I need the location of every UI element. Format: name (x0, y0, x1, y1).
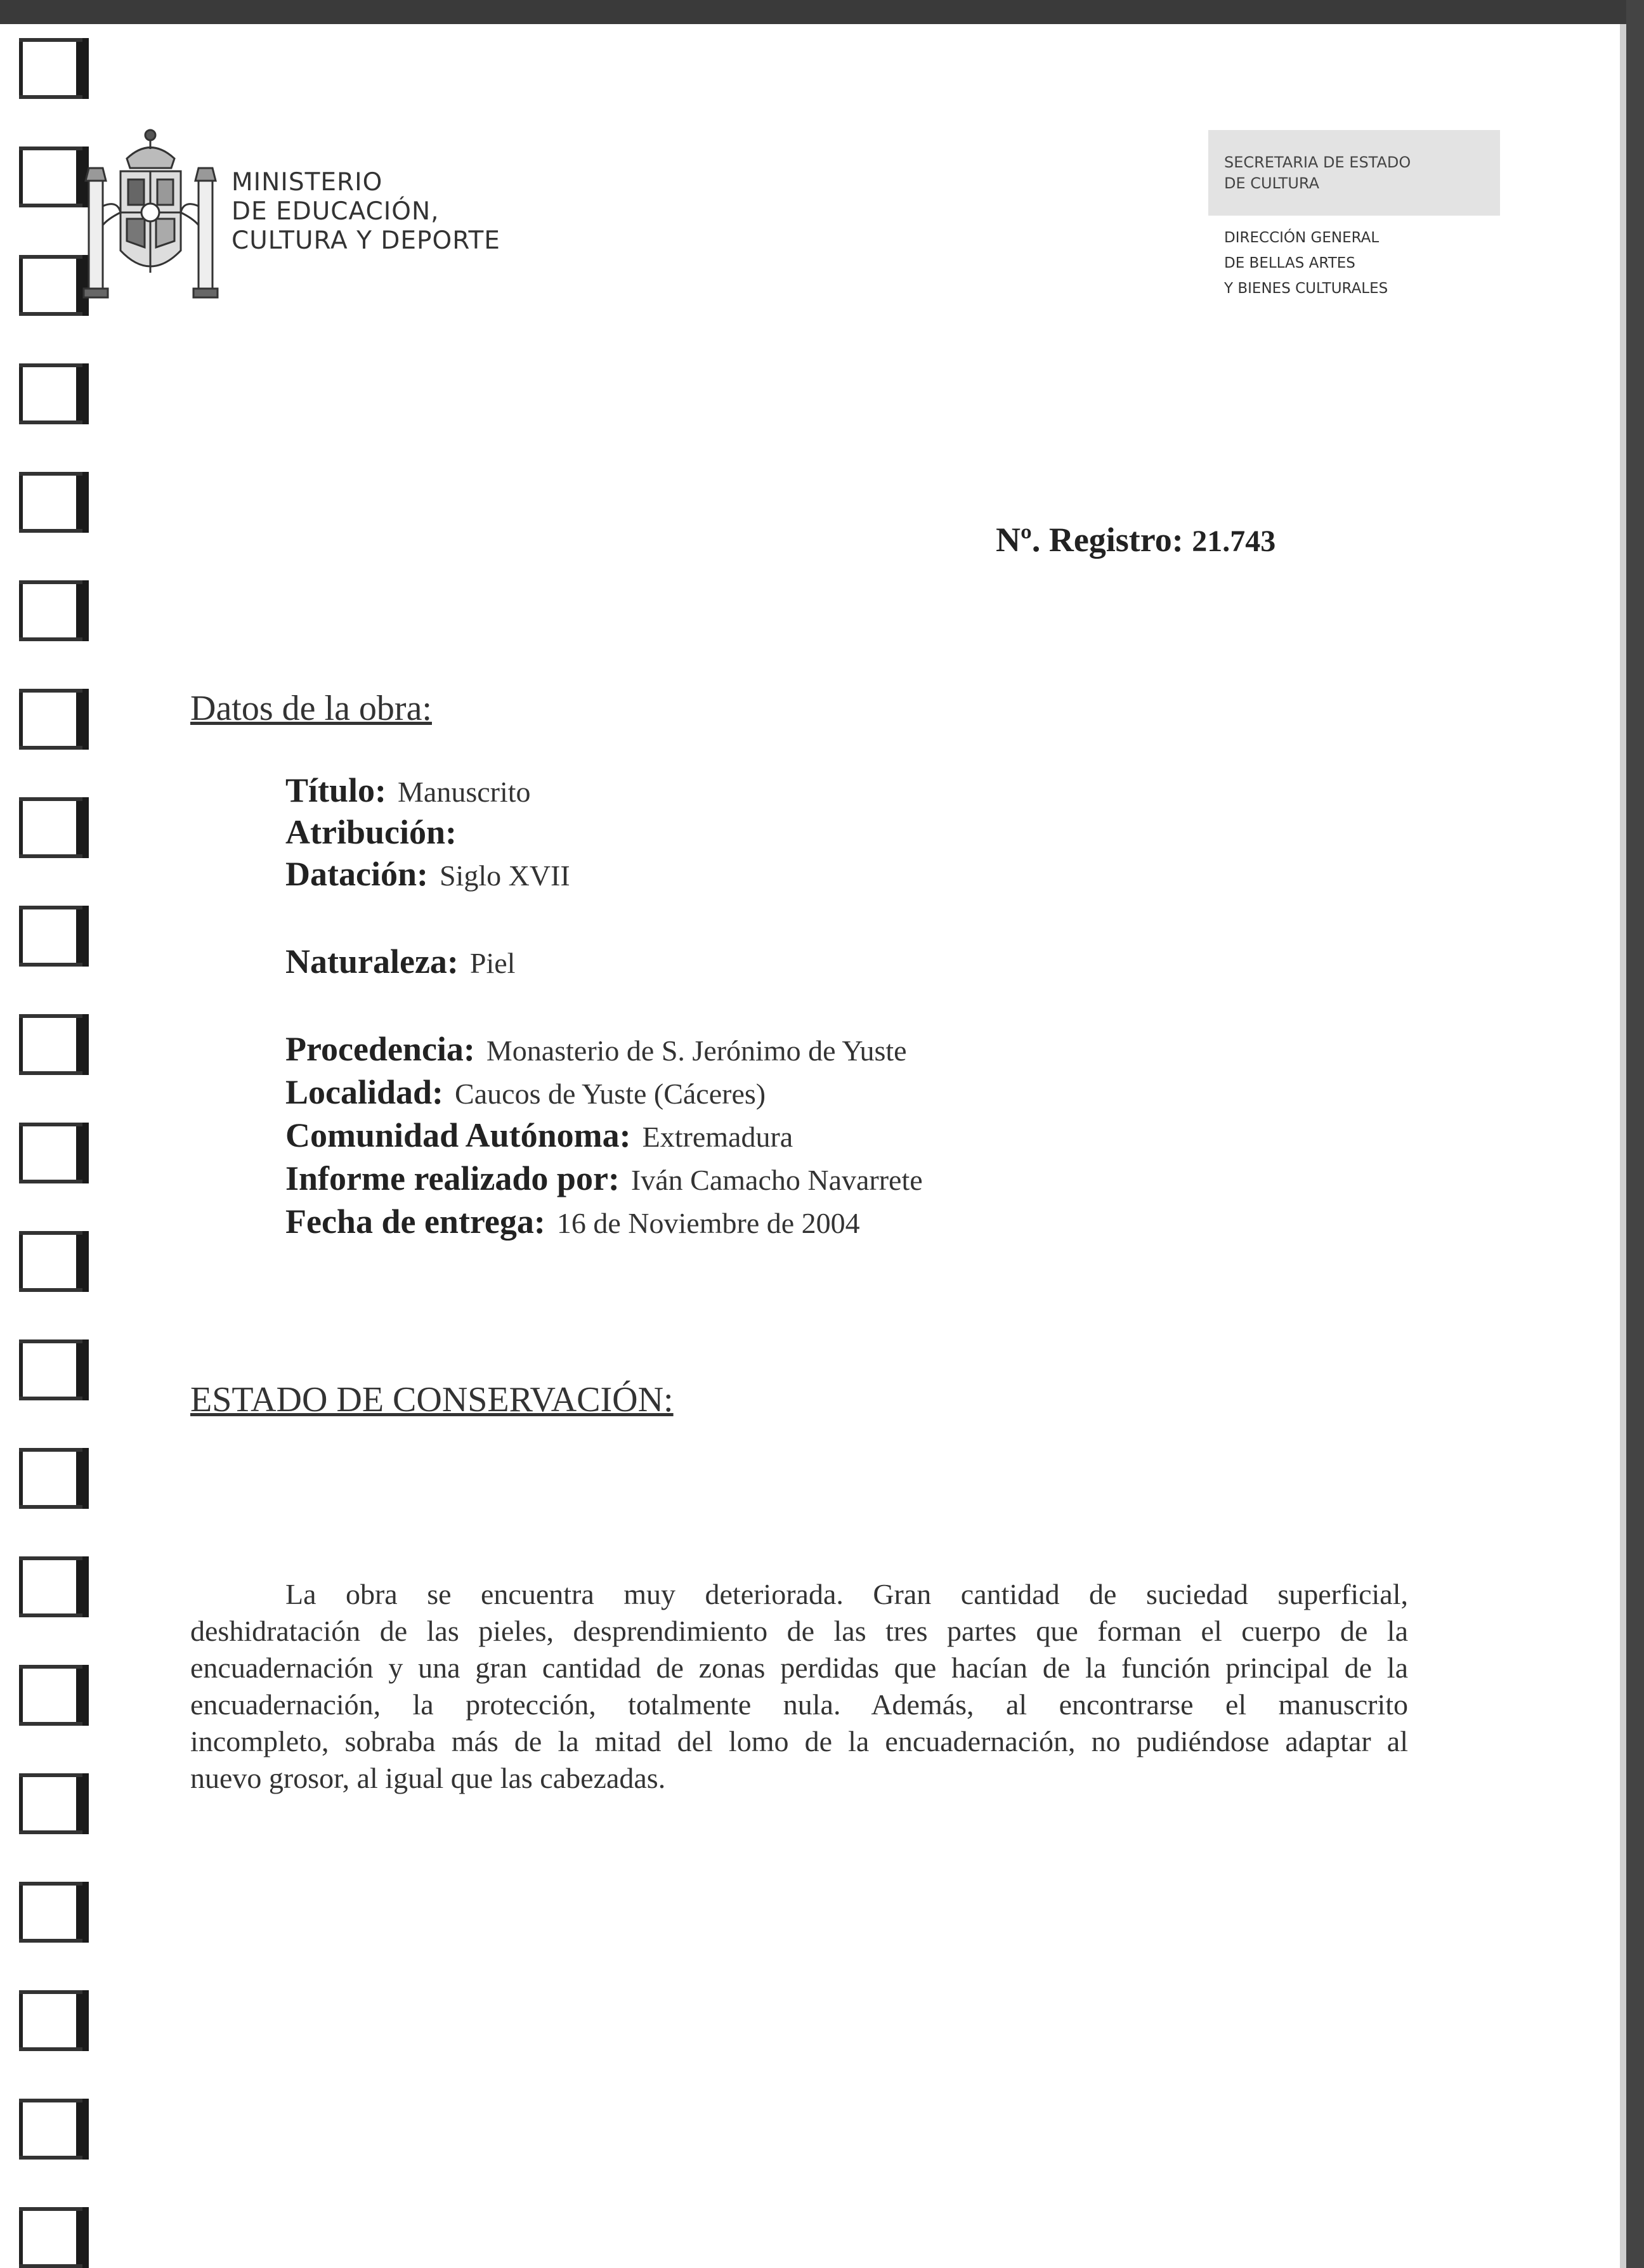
binding-ring (19, 1665, 89, 1726)
estado-heading: ESTADO DE CONSERVACIÓN: (190, 1380, 674, 1419)
binding-ring (19, 689, 89, 750)
binding-ring (19, 1773, 89, 1834)
ministry-name (232, 168, 500, 256)
ministry-line: MINISTERIO (232, 168, 383, 197)
coat-of-arms-icon (82, 124, 219, 308)
field-localidad (285, 1072, 766, 1112)
registro-value: 21.743 (1192, 525, 1276, 558)
scan-right-shadow (1620, 24, 1626, 2268)
paragraph-line: encuadernación y una gran cantidad de zonas perdidas que hacían de la función principal de la (190, 1652, 1408, 1684)
ministry-line: CULTURA Y DEPORTE (232, 226, 500, 255)
binding-ring (19, 255, 89, 316)
direccion-line: DE BELLAS ARTES (1224, 255, 1355, 271)
field-label: Localidad: (285, 1073, 444, 1111)
binding-ring (19, 1123, 89, 1183)
field-value: Extremadura (642, 1121, 793, 1153)
binding-ring (19, 472, 89, 533)
paragraph-line: encuadernación, la protección, totalmente nula. Además, al encontrarse el manuscrito (190, 1688, 1408, 1721)
field-value: Siglo XVII (439, 859, 570, 892)
binding-ring (19, 580, 89, 641)
binding-ring (19, 1014, 89, 1075)
paragraph-line: La obra se encuentra muy deteriorada. Gran cantidad de suciedad superficial, (285, 1578, 1408, 1610)
field-value: Manuscrito (398, 776, 531, 808)
direccion-line: DIRECCIÓN GENERAL (1224, 230, 1380, 246)
registro-label: Nº. Registro: (996, 521, 1184, 559)
field-value: Piel (469, 947, 516, 979)
field-fecha (285, 1202, 860, 1241)
binding-ring (19, 1231, 89, 1292)
field-label: Título: (285, 771, 387, 809)
binding-ring (19, 797, 89, 858)
paragraph-line: nuevo grosor, al igual que las cabezadas. (190, 1762, 666, 1794)
direccion-name (1224, 225, 1388, 301)
datos-heading: Datos de la obra: (190, 689, 432, 728)
field-label: Datación: (285, 855, 428, 893)
binding-ring (19, 38, 89, 99)
field-value: Caucos de Yuste (Cáceres) (455, 1078, 766, 1110)
binding-ring (19, 1990, 89, 2051)
field-informe (285, 1159, 923, 1198)
field-label: Comunidad Autónoma: (285, 1116, 631, 1154)
field-value: Iván Camacho Navarrete (630, 1164, 923, 1196)
field-titulo (285, 771, 531, 810)
registro-number (996, 520, 1275, 559)
secretaria-line: SECRETARIA DE ESTADO (1224, 153, 1411, 171)
field-atribucion (285, 812, 468, 852)
estado-paragraph (190, 1576, 1408, 1797)
field-label: Atribución: (285, 813, 457, 851)
field-label: Informe realizado por: (285, 1159, 620, 1197)
field-naturaleza (285, 942, 515, 981)
paragraph-line: incompleto, sobraba más de la mitad del lomo de la encuadernación, no pudiéndose adaptar al (190, 1725, 1408, 1757)
binding-ring (19, 2099, 89, 2160)
binding-ring (19, 1556, 89, 1617)
binding-ring (19, 2207, 89, 2268)
field-label: Procedencia: (285, 1030, 475, 1068)
binding-ring (19, 1339, 89, 1400)
field-label: Naturaleza: (285, 942, 459, 981)
secretaria-line: DE CULTURA (1224, 174, 1320, 192)
binding-ring (19, 1448, 89, 1509)
scan-top-edge (0, 0, 1644, 24)
ministry-line: DE EDUCACIÓN, (232, 197, 440, 226)
binding-ring (19, 906, 89, 967)
field-value: 16 de Noviembre de 2004 (556, 1207, 860, 1239)
direccion-line: Y BIENES CULTURALES (1224, 280, 1388, 297)
binding-ring (19, 363, 89, 424)
field-value: Monasterio de S. Jerónimo de Yuste (486, 1034, 907, 1067)
secretaria-name (1224, 152, 1411, 194)
field-datacion (285, 854, 570, 894)
spiral-binding (0, 0, 101, 2268)
binding-ring (19, 1882, 89, 1943)
field-label: Fecha de entrega: (285, 1202, 545, 1241)
field-procedencia (285, 1029, 907, 1069)
field-comunidad (285, 1116, 793, 1155)
scan-right-edge (1626, 0, 1644, 2268)
binding-ring (19, 147, 89, 207)
paragraph-line: deshidratación de las pieles, desprendimiento de las tres partes que forman el cuerpo de la (190, 1615, 1408, 1647)
